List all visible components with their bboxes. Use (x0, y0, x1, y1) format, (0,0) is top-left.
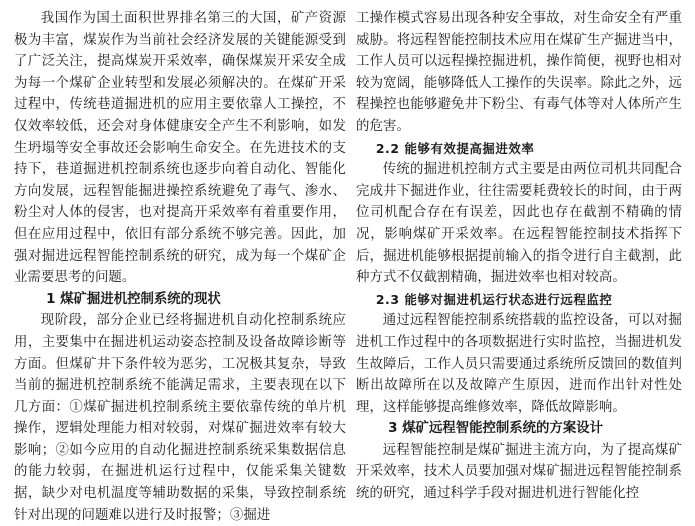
subsection-2-2-heading: 2.2 能够有效提高掘进效率 (375, 140, 535, 156)
subsection-2-3-heading: 2.3 能够对掘进机运行状态进行远程监控 (375, 291, 613, 307)
section-1-paragraph: 现阶段，部分企业已经将掘进机自动化控制系统应用，主要集中在掘进机运动姿态控制及设备故障诊断等方面。但煤矿井下条件较为恶劣，工况极其复杂，导致当前的掘进机控制系统不能满足需求，主要表现在以下几方面：①煤矿掘进机控制系统主要依靠传统的单片机操作，逻辑处理能力相对较弱，对煤矿掘进效率有较大影响；②如今应用的自动化掘进控制系统采集数据信息的能力较弱，在掘进机运行过程中，仅能采集关键数据，缺少对电机温度等辅助数据的采集，导致控制系统针对出现的问题难以进行及时报警；③掘进 (14, 313, 346, 523)
subsection-2-3-paragraph: 通过远程智能控制系统搭载的监控设备，可以对掘进机工作过程中的各项数据进行实时监控，当掘进机发生故障后，工作人员只需要通过系统所反馈回的数值判断出故障所在以及故障产生原因，进而作出针对性处理，这样能够提高维修效率，降低故障影响。 (356, 313, 682, 415)
left-column (14, 8, 346, 526)
right-column (356, 8, 682, 505)
intro-paragraph: 我国作为国土面积世界排名第三的大国，矿产资源极为丰富，煤炭作为当前社会经济发展的关键能源受到了广泛关注，提高煤炭开采效率，确保煤炭开采安全成为每一个煤矿企业转型和发展必须解决的。在煤矿开采过程中，传统巷道掘进机的应用主要依靠人工操控，不仅效率较低，还会对身体健康安全产生不利影响，如发生坍塌等安全事故还会影响生命安全。在先进技术的支持下，巷道掘进机控制系统也逐步向着自动化、智能化方向发展，远程智能掘进操控系统避免了毒气、渗水、粉尘对人体的侵害，也对提高开采效率有着重要作用，但在应用过程中，依旧有部分系统不够完善。因此，加强对掘进远程智能控制系统的研究，成为每一个煤矿企业需要思考的问题。 (14, 11, 346, 286)
subsection-2-2-paragraph: 传统的掘进机控制方式主要是由两位司机共同配合完成井下掘进作业，往往需要耗费较长的时间，由于两位司机配合存在有误差，因此也存在截割不精确的情况，影响煤矿开采效率。在远程智能控制技术指挥下后，掘进机能够根据提前输入的指令进行自主截割，此种方式不仅截割精确，掘进效率也相对较高。 (356, 162, 682, 286)
continuation-paragraph: 工操作模式容易出现各种安全事故，对生命安全有严重威胁。将远程智能控制技术应用在煤矿生产掘进当中，工作人员可以远程操控掘进机，操作简便，视野也相对较为宽阔，能够降低人工操作的失误率。除此之外，远程操控也能够避免井下粉尘、有毒气体等对人体所产生的危害。 (356, 11, 682, 134)
section-3-paragraph: 远程智能控制是煤矿掘进主流方向，为了提高煤矿开采效率，技术人员要加强对煤矿掘进远程智能控制系统的研究，通过科学手段对掘进机进行智能化控 (356, 442, 682, 502)
section-3-heading: 3 煤矿远程智能控制系统的方案设计 (388, 421, 603, 437)
section-1-heading: 1 煤矿掘进机控制系统的现状 (46, 291, 221, 307)
